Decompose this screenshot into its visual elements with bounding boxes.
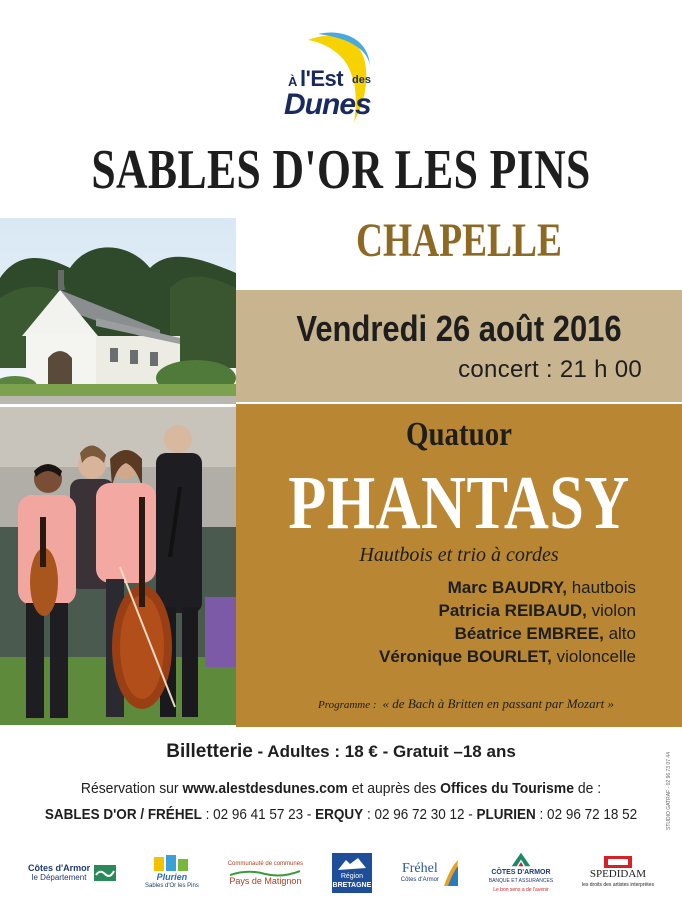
- reservation-prefix: Réservation sur: [80, 780, 183, 797]
- spedidam-icon: [604, 856, 632, 868]
- sponsor-text: le Département: [31, 873, 87, 882]
- reservation-middle: et auprès des: [347, 780, 441, 797]
- printer-credit: STUDIO GATRAF - 02 96 73 07 44: [666, 752, 672, 830]
- date-band: [236, 290, 682, 402]
- phone-place: SABLES D'OR / FRÉHEL: [44, 806, 202, 823]
- musician-instrument: alto: [608, 624, 636, 643]
- sponsor-text: BANQUE ET ASSURANCES: [488, 878, 554, 884]
- musician-item: [236, 576, 636, 599]
- musician-instrument: hautbois: [571, 578, 636, 597]
- musician-list: [236, 576, 636, 668]
- musician-item: [236, 645, 636, 668]
- musician-item: [236, 599, 636, 622]
- event-time: concert : 21 h 00: [458, 356, 642, 383]
- phone-number: : 02 96 72 30 12: [363, 806, 465, 823]
- sponsor-text: Côtes d'Armor: [400, 877, 439, 883]
- sponsor-text: les droits des artistes interprètes: [581, 882, 654, 888]
- phone-sep: -: [464, 806, 477, 823]
- ensemble-name: PHANTASY: [288, 461, 630, 545]
- sail-icon: [442, 858, 460, 888]
- website-link[interactable]: www.alestdesdunes.com: [182, 780, 348, 797]
- sponsor-text: BRETAGNE: [332, 882, 372, 889]
- plurien-icon: [154, 855, 190, 873]
- sponsor-plurien: [145, 851, 199, 895]
- quartet-photo: [0, 407, 236, 725]
- sponsor-text: Côtes d'Armor: [28, 863, 91, 873]
- page-title: SABLES D'OR LES PINS: [91, 139, 591, 201]
- ticketing-sep: -: [252, 742, 268, 761]
- programme-text: « de Bach à Britten en passant par Mozart »: [382, 696, 615, 711]
- bretagne-icon: [332, 856, 372, 872]
- tourism-offices: Offices du Tourisme: [440, 780, 574, 797]
- phone-number: : 02 96 72 18 52: [535, 806, 638, 823]
- sponsor-text: Fréhel: [401, 861, 438, 876]
- sponsor-text: Communauté de communes: [227, 861, 304, 867]
- sponsor-spedidam: [582, 851, 654, 895]
- ticketing-label: Billetterie: [166, 741, 253, 762]
- program-block: [236, 404, 682, 727]
- programme-label: Programme :: [317, 699, 377, 711]
- ticketing-line: [0, 741, 682, 763]
- logo-dunes: Dunes: [284, 88, 371, 121]
- musician-name: Marc BAUDRY,: [447, 578, 567, 597]
- phone-number: : 02 96 41 57 23: [201, 806, 304, 823]
- sponsor-text: Pays de Matignon: [229, 876, 302, 886]
- sponsor-text: Sables d'Or les Pins: [145, 883, 199, 889]
- instrumentation: Hautbois et trio à cordes: [359, 544, 559, 566]
- logo-des: des: [352, 74, 371, 86]
- event-date: Vendredi 26 août 2016: [296, 308, 622, 349]
- sponsor-region-bretagne: [332, 851, 372, 895]
- venue-title: CHAPELLE: [356, 214, 562, 267]
- phone-place: PLURIEN: [476, 806, 536, 823]
- logo-lest: l'Est: [300, 66, 344, 91]
- ticketing-sep: -: [377, 742, 393, 761]
- sponsor-credit-agricole: [489, 851, 553, 895]
- sponsor-text: CÔTES D'ARMOR: [491, 869, 551, 876]
- sponsor-logos: [28, 850, 654, 896]
- sponsor-matignon: [228, 851, 303, 895]
- ticketing-adults: Adultes : 18 €: [267, 742, 378, 761]
- phone-place: ERQUY: [315, 806, 364, 823]
- musician-name: Patricia REIBAUD,: [438, 601, 587, 620]
- festival-logo: [270, 30, 410, 130]
- ca-icon: [508, 851, 534, 868]
- musician-instrument: violon: [591, 601, 636, 620]
- musician-instrument: violoncelle: [556, 647, 636, 666]
- ensemble-type: Quatuor: [406, 416, 512, 453]
- sponsor-text: SPEDIDAM: [589, 868, 647, 880]
- sponsor-text: Le bon sens a de l'avenir: [493, 887, 549, 893]
- programme-line: [256, 696, 676, 712]
- musician-item: [236, 622, 636, 645]
- wave-icon: [94, 865, 116, 881]
- sponsor-text: Plurien: [156, 872, 188, 882]
- chapel-photo: [0, 218, 236, 404]
- musician-name: Véronique BOURLET,: [379, 647, 552, 666]
- logo-a: À: [288, 74, 298, 89]
- sponsor-cotes-armor: [28, 851, 116, 895]
- reservation-line: [24, 780, 658, 797]
- phone-line: [34, 806, 648, 823]
- sponsor-text: Région: [340, 873, 363, 880]
- ticketing-free: Gratuit –18 ans: [392, 742, 516, 761]
- sponsor-frehel: [401, 851, 460, 895]
- phone-sep: -: [303, 806, 316, 823]
- musician-name: Béatrice EMBREE,: [454, 624, 604, 643]
- reservation-suffix: de :: [573, 780, 602, 797]
